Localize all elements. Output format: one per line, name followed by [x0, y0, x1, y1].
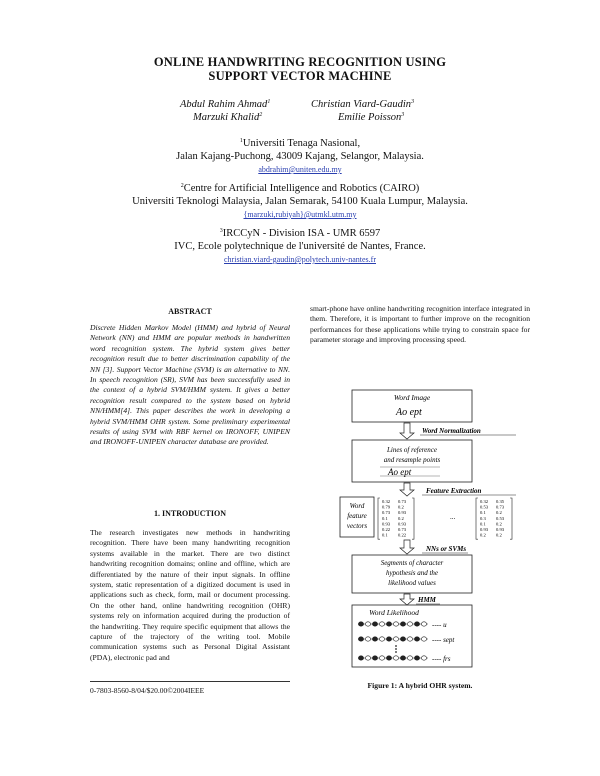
- hmm-state: [414, 656, 419, 660]
- matrix-cell: 0.2: [496, 521, 502, 527]
- author-3-name: Marzuki Khalid: [193, 112, 260, 123]
- matrix-cell: 0.2: [398, 504, 404, 510]
- affiliation-2-name-text: Centre for Artificial Intelligence and Robotics (CAIRO): [183, 183, 420, 194]
- matrix-cell: 0.53: [480, 504, 489, 510]
- right-column-text: smart-phone have online handwriting recognition interface integrated in them. Therefore, it is important to further improve on the recognition performances for these applications while trying to constrain space for parameter storage and improving processing speed.: [310, 304, 530, 345]
- hmm-state: [372, 622, 377, 626]
- hmm-state: [400, 656, 405, 660]
- hmm-state: [372, 656, 377, 660]
- author-3: [193, 111, 262, 124]
- affiliation-2-sup: 2: [180, 183, 184, 189]
- matrix-cell: 0.22: [382, 527, 391, 532]
- matrix-cell: 0.2: [496, 510, 502, 516]
- hmm-state: [386, 656, 391, 660]
- arrow-down-icon: [400, 423, 414, 439]
- word-normalization-label: Word Normalization: [422, 427, 481, 435]
- affiliation-1-email[interactable]: abdrahim@uniten.edu.my: [258, 165, 342, 174]
- author-2: [311, 98, 414, 111]
- paper-title-line-1: ONLINE HANDWRITING RECOGNITION USING: [153, 55, 447, 69]
- hmm-state: [407, 637, 412, 641]
- hmm-state: [358, 622, 363, 626]
- hmm-state: [386, 622, 391, 626]
- vertical-ellipsis-dot: [395, 648, 397, 650]
- hmm-state: [358, 637, 363, 641]
- word-image-sample: Ao ept: [396, 407, 422, 418]
- abstract-text: Discrete Hidden Markov Model (HMM) and hybrid of Neural Network (NN) and HMM are popular methods in handwritten word recognition system. The hybrid system gives better recognition result due to better discrimination capability of the NN [3]. Support Vector Machine (SVM) is an alternative to NN. In speech recognition (SR), SVM has been successfully used in the context of a hybrid SVM/HMM system. It gives a better recognition result compared to the system based on hybrid NN/HMM[4]. This paper describes the work in developing a hybrid SVM/HMM OHR system. Some preliminary experimental results of using SVM with RBF kernel on IRONOFF, UNIPEN and IRONOFF-UNIPEN character database are provided.: [90, 323, 290, 447]
- matrix-cell: 0.93: [398, 510, 407, 516]
- matrix-cell: 0.1: [382, 532, 388, 538]
- word-feature-label-3: vectors: [346, 522, 368, 530]
- hmm-state: [400, 622, 405, 626]
- output-3: ---- frs: [432, 655, 451, 663]
- matrix-cell: 0.73: [496, 504, 505, 510]
- figure-hybrid-ohr-system: [300, 385, 530, 670]
- hmm-state: [386, 637, 391, 641]
- author-4: [338, 111, 404, 124]
- arrow-down-icon: [400, 540, 414, 554]
- affiliation-2-name: [0, 182, 600, 195]
- hmm-state: [400, 637, 405, 641]
- output-1: ---- u: [432, 621, 447, 629]
- footer-rule: [90, 681, 290, 682]
- author-1-sup: 1: [267, 99, 271, 105]
- matrix-cell: 0.73: [398, 499, 407, 504]
- hmm-state: [365, 637, 370, 641]
- affiliation-3-sup: 3: [219, 228, 223, 234]
- hmm-state: [421, 637, 426, 641]
- author-3-sup: 2: [259, 112, 263, 118]
- word-feature-label-2: feature: [347, 512, 367, 520]
- word-feature-label-1: Word: [349, 502, 365, 510]
- hmm-state: [358, 656, 363, 660]
- word-image-label: Word Image: [393, 393, 431, 402]
- hmm-state: [393, 622, 398, 626]
- matrix-cell: 0.93: [398, 521, 407, 527]
- author-4-sup: 3: [401, 112, 405, 118]
- vertical-ellipsis-dot: [395, 651, 397, 653]
- vertical-ellipsis-dot: [395, 645, 397, 647]
- matrix-cell: 0.32: [480, 499, 489, 504]
- output-2: ---- sept: [432, 636, 455, 644]
- matrix-cell: 0.2: [480, 532, 486, 538]
- author-4-name: Emilie Poisson: [338, 112, 402, 123]
- hmm-state: [379, 637, 384, 641]
- affiliation-1-address: Jalan Kajang-Puchong, 43009 Kajang, Selangor, Malaysia.: [176, 151, 424, 162]
- affiliation-3-name: [0, 227, 600, 240]
- hmm-state: [414, 637, 419, 641]
- arrow-down-icon: [400, 594, 414, 605]
- hmm-state: [365, 656, 370, 660]
- affiliation-3-email[interactable]: christian.viard-gaudin@polytech.univ-nantes.fr: [224, 255, 376, 264]
- matrix-cell: 0.79: [382, 504, 391, 510]
- affiliation-1-name: [0, 137, 600, 150]
- affiliation-3-address: IVC, Ecole polytechnique de l'université de Nantes, France.: [174, 241, 426, 252]
- hmm-state: [393, 656, 398, 660]
- affiliation-3-name-text: IRCCyN - Division ISA - UMR 6597: [222, 228, 381, 239]
- matrix-cell: 0.73: [398, 527, 407, 532]
- affiliation-1-email-row: [0, 163, 600, 176]
- matrix-cell: 0.53: [496, 515, 505, 521]
- matrix-cell: 0.93: [382, 521, 391, 527]
- hmm-state: [393, 637, 398, 641]
- hmm-state: [407, 622, 412, 626]
- lines-text-1: Lines of reference: [386, 446, 438, 454]
- hmm-state: [407, 656, 412, 660]
- matrix-cell: 0.32: [382, 499, 391, 504]
- hmm-state: [372, 637, 377, 641]
- hmm-state: [421, 656, 426, 660]
- hmm-state: [421, 622, 426, 626]
- feature-extraction-label: Feature Extraction: [426, 487, 482, 495]
- matrix-cell: 0.93: [480, 527, 489, 532]
- affiliation-1-name-text: Universiti Tenaga Nasional,: [242, 138, 361, 149]
- arrow-down-icon: [400, 483, 414, 496]
- feature-matrix-right: [476, 498, 512, 539]
- figure-caption: Figure 1: A hybrid OHR system.: [367, 681, 473, 690]
- matrix-ellipsis: ...: [450, 513, 456, 521]
- affiliation-2-email[interactable]: {marzuki,rubiyah}@utmkl.utm.my: [243, 210, 357, 219]
- introduction-text: The research investigates new methods in handwriting recognition. There have been many handwriting recognition systems available in the market. There are two distinct handwriting recognition domains; online and offline, which are differentiated by the nature of their input signals. In offline system, static representation of a digitized document is used in applications such as check, form, mail or document processing. On the other hand, online handwriting recognition (OHR) systems rely on information acquired during the production of the handwriting. They require specific equipment that allows the capture of the trajectory of the writing tool. Mobile communication systems such as Personal Digital Assistant (PDA), electronic pad and: [90, 528, 290, 662]
- affiliation-2-email-row: [0, 208, 600, 221]
- hmm-state: [379, 622, 384, 626]
- footer-copyright: 0-7803-8560-8/04/$20.00©2004IEEE: [90, 686, 205, 695]
- matrix-cell: 0.1: [382, 515, 388, 521]
- nns-svms-label: NNs or SVMs: [426, 545, 467, 553]
- affiliation-1-sup: 1: [239, 138, 243, 144]
- author-2-sup: 3: [411, 99, 415, 105]
- hmm-chains: [358, 622, 428, 660]
- affiliation-2-address: Universiti Teknologi Malaysia, Jalan Semarak, 54100 Kuala Lumpur, Malaysia.: [132, 196, 468, 207]
- matrix-cell: 0.1: [480, 521, 486, 527]
- lines-sample-word: Ao ept: [388, 467, 412, 477]
- hmm-state: [365, 622, 370, 626]
- feature-matrix-left: [378, 498, 414, 539]
- paper-title-line-2: SUPPORT VECTOR MACHINE: [208, 69, 392, 83]
- matrix-cell: 0.73: [382, 510, 391, 516]
- word-likelihood-label: Word Likelihood: [369, 608, 419, 617]
- matrix-cell: 0.2: [398, 515, 404, 521]
- segments-text-2: hypothesis and the: [385, 569, 439, 577]
- segments-text-1: Segments of character: [380, 559, 444, 567]
- author-1: [180, 98, 270, 111]
- matrix-cell: 0.3: [480, 515, 486, 521]
- matrix-cell: 0.35: [496, 499, 505, 504]
- abstract-heading: ABSTRACT: [168, 307, 212, 316]
- author-1-name: Abdul Rahim Ahmad: [180, 99, 268, 110]
- matrix-cell: 0.22: [398, 532, 407, 538]
- affiliation-3-email-row: [0, 253, 600, 266]
- matrix-cell: 0.1: [480, 510, 486, 516]
- hmm-state: [414, 622, 419, 626]
- introduction-heading: 1. INTRODUCTION: [153, 509, 226, 518]
- hmm-state: [379, 656, 384, 660]
- matrix-cell: 0.2: [496, 532, 502, 538]
- author-2-name: Christian Viard-Gaudin: [311, 99, 412, 110]
- segments-text-3: likelihood values: [388, 579, 436, 587]
- matrix-cell: 0.93: [496, 527, 505, 532]
- hmm-label: HMM: [418, 596, 436, 604]
- lines-text-2: and resample points: [383, 456, 441, 464]
